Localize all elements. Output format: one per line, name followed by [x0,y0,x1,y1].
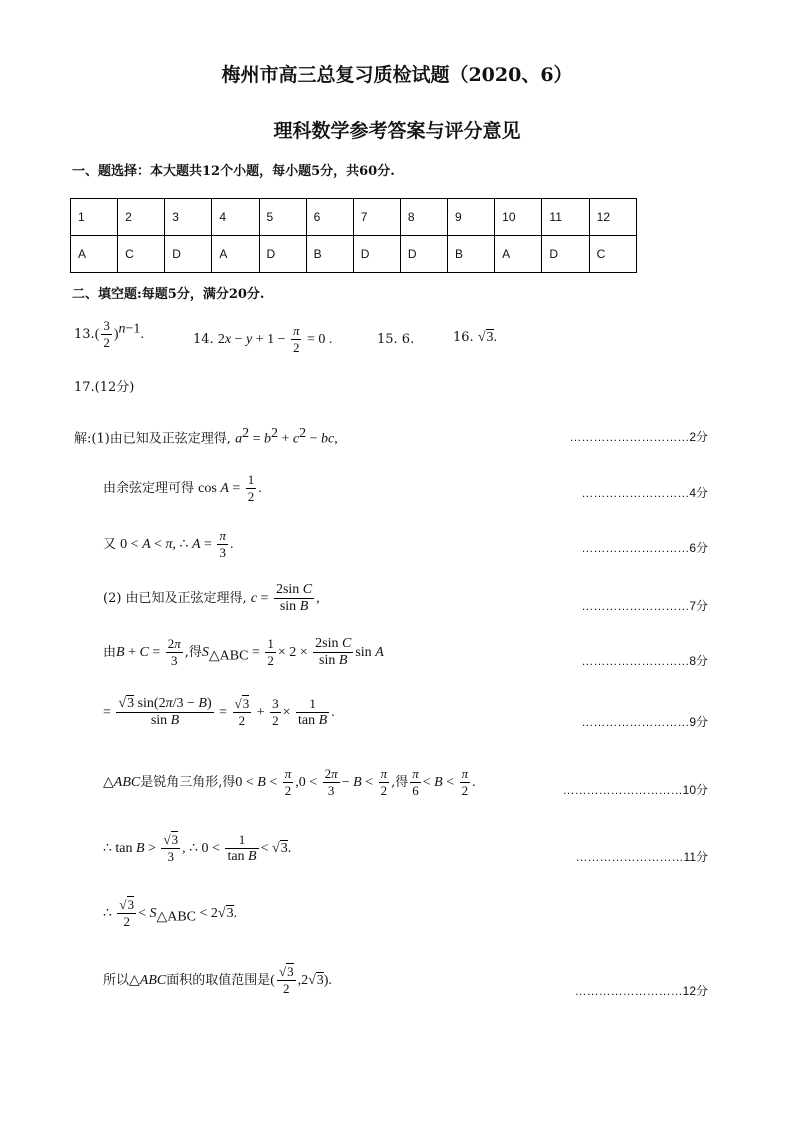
table-cell: 3 [165,199,212,236]
step-7-text-a: 是锐角三角形,得 [140,775,236,790]
table-cell: D [353,236,400,273]
table-cell: 4 [212,199,259,236]
solution-step-8: ∴ tan B > $\frac{√3}{3}$ , ∴ 0 < $\frac{1}{\text{tan B}}$ < √3. [103,832,292,864]
table-cell: C [589,236,636,273]
score-8: ………………………8分 [581,654,708,668]
step-10-text-a: 所以 [103,973,130,988]
score-7: ………………………7分 [581,599,708,613]
table-cell: 12 [589,199,636,236]
section-choice-heading: 一、题选择：本大题共12个小题，每小题5分，共60分. [72,164,395,179]
step-3-text: 又 [103,537,117,552]
step-5-text-b: ,得 [184,645,202,660]
solution-step-4: (2) 由已知及正弦定理得, c = $\frac{\text{2sin C}}{\text{sin B}}$ , [103,582,320,614]
table-cell: A [212,236,259,273]
step-4-text: (2) 由已知及正弦定理得, [103,591,247,606]
score-11: ………………………11分 [575,850,708,864]
section-fill-heading: 二、填空题:每题5分，满分20分. [72,287,265,302]
solution-step-3: 又 0 < A < π, ∴ A = $\frac{\pi}{3}$ . [103,528,234,560]
score-10: …………………………10分 [562,783,708,797]
table-cell: A [495,236,542,273]
answer-table [70,198,637,273]
solution-step-2: 由余弦定理可得 cos A = $\frac{1}{2}$ . [103,472,262,504]
answer-13: 13.( $\frac{3}{2}$ )$^{n-1}$. [74,318,144,350]
table-cell: D [259,236,306,273]
answer-15: 15. 6. [377,332,415,347]
document-title: 梅州市高三总复习质检试题（2020、6） [221,64,573,86]
solution-step-9: ∴ $\frac{√3}{2}$ < $S_{\triangle ABC} < 2√3$. [103,897,238,929]
table-cell: 11 [542,199,589,236]
solution-step-7: △ABC是锐角三角形,得0 < B < $\frac{\pi}{2}$ ,0 < $\frac{2\pi}{3}$ − B < $\frac{\pi}{2}$ ,得 $\frac{\pi}{6}$ < B < $\frac{\pi}{2}$ . [103,766,476,798]
table-cell: 5 [259,199,306,236]
table-cell: 7 [353,199,400,236]
answer-13-label: 13. [74,327,95,342]
table-cell: D [400,236,447,273]
table-cell: 1 [71,199,118,236]
table-row-numbers [71,199,637,236]
score-12: ………………………12分 [574,984,708,998]
table-cell: A [71,236,118,273]
solution-step-5: 由B + C = $\frac{2\pi}{3}$ ,得$S_{\triangle ABC}$ = $\frac{1}{2}$ × 2 × $\frac{\text{2sin C}}{\text{sin B}}$ sin A [103,636,384,668]
question-17-heading: 17.(12分) [74,380,135,395]
table-cell: 6 [306,199,353,236]
answer-16-label: 16. [453,330,474,345]
answer-14-label: 14. [193,332,214,347]
table-cell: B [306,236,353,273]
score-9: ………………………9分 [581,715,708,729]
table-cell: D [542,236,589,273]
table-cell: C [118,236,165,273]
answer-14: 14. 2x − y + 1 − $\frac{\pi}{2}$ = 0 . [193,323,333,355]
answer-16: 16. √3. [453,330,498,345]
table-cell: 10 [495,199,542,236]
step-1-text: 解:(1)由已知及正弦定理得, [74,431,231,447]
score-6: ………………………6分 [581,541,708,555]
step-7-text-b: ,得 [391,775,409,790]
table-cell: D [165,236,212,273]
solution-step-6: = $\frac{√3 \sin(2\pi/3 - B)}{\text{sin B}}$ = $\frac{√3}{2}$ + $\frac{3}{2}$ × $\frac{1}{\text{tan B}}$ . [103,696,335,728]
step-2-text: 由余弦定理可得 [103,481,195,496]
solution-step-10: 所以△ABC面积的取值范围是( $\frac{√3}{2}$ ,2√3). [103,964,332,996]
step-5-text-a: 由 [103,645,117,660]
table-cell: 9 [448,199,495,236]
table-cell: B [448,236,495,273]
table-cell: 8 [400,199,447,236]
solution-step-1: 解:(1)由已知及正弦定理得, $a^2 = b^2 + c^2$ − bc, [74,426,338,447]
table-row-answers [71,236,637,273]
step-10-text-b: 面积的取值范围是 [166,973,271,988]
score-2: …………………………2分 [569,430,708,444]
document-subtitle: 理科数学参考答案与评分意见 [273,120,521,142]
table-cell: 2 [118,199,165,236]
score-4: ………………………4分 [581,486,708,500]
